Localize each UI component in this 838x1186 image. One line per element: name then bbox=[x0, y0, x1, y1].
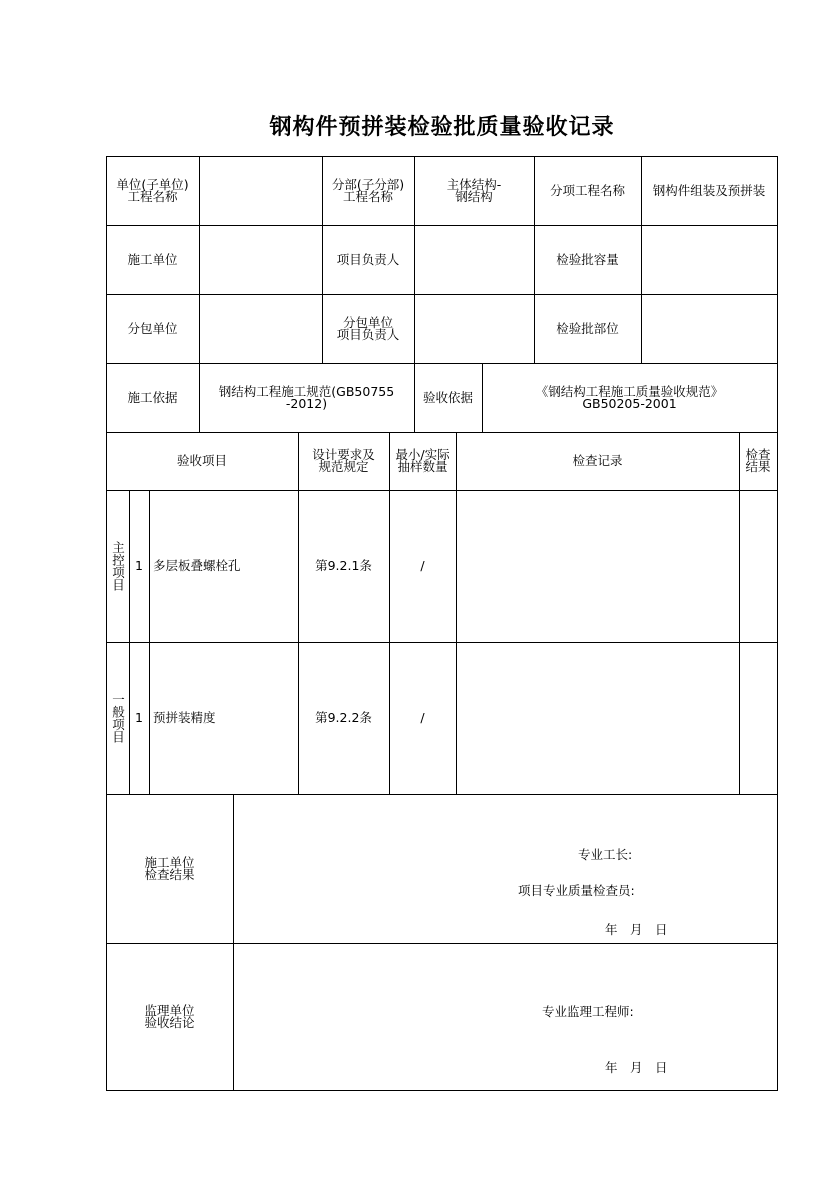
table-row-sample[interactable]: / bbox=[420, 558, 425, 573]
subcontractor-label: 分包单位 bbox=[127, 320, 178, 336]
batch-capacity-value[interactable] bbox=[641, 225, 777, 294]
table-row-item-name: 预拼装精度 bbox=[153, 710, 216, 725]
table-border-bottom bbox=[106, 1090, 778, 1091]
table-row-clause: 第9.2.1条 bbox=[315, 558, 372, 573]
foreman-signature-label: 专业工长: bbox=[578, 847, 633, 862]
contractor-result-label: 施工单位 检查结果 bbox=[144, 854, 195, 882]
table-row-record[interactable] bbox=[456, 642, 739, 794]
col-header-design: 设计要求及 规范规定 bbox=[312, 447, 375, 474]
contractor-label: 施工单位 bbox=[127, 251, 178, 267]
main-control-group-label: 主控项目 bbox=[110, 541, 126, 591]
col-header-sample: 最小/实际 抽样数量 bbox=[395, 447, 450, 474]
batch-capacity-label: 检验批容量 bbox=[556, 251, 619, 267]
batch-location-value[interactable] bbox=[641, 294, 777, 363]
page-title: 钢构件预拼装检验批质量验收记录 bbox=[269, 114, 615, 140]
quality-inspector-signature-label: 项目专业质量检查员: bbox=[518, 883, 635, 898]
contractor-date: 年 月 日 bbox=[605, 922, 668, 937]
project-manager-label: 项目负责人 bbox=[336, 251, 400, 267]
contractor-value[interactable] bbox=[199, 225, 322, 294]
sub-pm-value[interactable] bbox=[414, 294, 534, 363]
col-divider bbox=[233, 794, 234, 1090]
division-name-label: 分部(子分部) 工程名称 bbox=[331, 176, 405, 204]
table-row-item-name: 多层板叠螺栓孔 bbox=[153, 558, 241, 573]
subcontractor-value[interactable] bbox=[199, 294, 322, 363]
acceptance-basis-value[interactable]: 《钢结构工程施工质量验收规范》 GB50205-2001 bbox=[535, 383, 724, 411]
construction-basis-value[interactable]: 钢结构工程施工规范(GB50755 -2012) bbox=[218, 383, 395, 411]
table-row-clause: 第9.2.2条 bbox=[315, 710, 372, 725]
col-header-item: 验收项目 bbox=[176, 453, 227, 468]
table-row-number: 1 bbox=[135, 710, 143, 725]
table-row-result[interactable] bbox=[739, 642, 777, 794]
division-name-value[interactable]: 主体结构- 钢结构 bbox=[446, 176, 502, 204]
supervisor-date: 年 月 日 bbox=[605, 1060, 668, 1075]
col-header-record: 检查记录 bbox=[572, 453, 623, 468]
unit-name-label: 单位(子单位) 工程名称 bbox=[116, 176, 189, 204]
general-group-label: 一般项目 bbox=[110, 693, 126, 743]
construction-basis-label: 施工依据 bbox=[127, 389, 178, 405]
acceptance-basis-label: 验收依据 bbox=[422, 389, 473, 405]
table-row-number: 1 bbox=[135, 558, 143, 573]
table-border-right bbox=[777, 156, 778, 1091]
table-row-sample[interactable]: / bbox=[420, 710, 425, 725]
batch-location-label: 检验批部位 bbox=[556, 320, 619, 336]
supervision-engineer-signature-label: 专业监理工程师: bbox=[542, 1004, 634, 1019]
col-header-result: 检查 结果 bbox=[745, 447, 771, 474]
unit-name-value[interactable] bbox=[199, 156, 322, 225]
table-row-record[interactable] bbox=[456, 490, 739, 642]
table-row-result[interactable] bbox=[739, 490, 777, 642]
supervisor-result-label: 监理单位 验收结论 bbox=[144, 1002, 195, 1030]
subitem-name-value[interactable]: 钢构件组装及预拼装 bbox=[652, 182, 766, 198]
sub-pm-label: 分包单位 项目负责人 bbox=[336, 314, 400, 342]
project-manager-value[interactable] bbox=[414, 225, 534, 294]
subitem-name-label: 分项工程名称 bbox=[549, 182, 625, 198]
